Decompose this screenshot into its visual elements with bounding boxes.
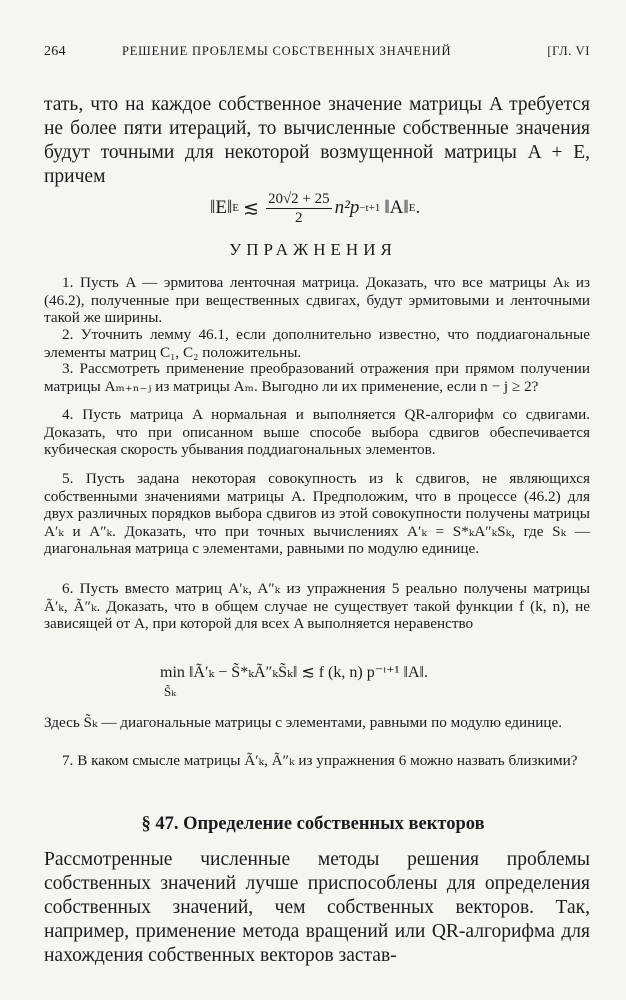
inequality-text: min ‖Ã′ₖ − S̃*ₖÃ″ₖS̃ₖ‖ ≲ f (k, n) p⁻ᵗ⁺¹ ‖A‖. (160, 664, 428, 681)
exercise-4 (44, 406, 590, 459)
formula-relation: ≲ (243, 197, 259, 219)
exercise-7 (44, 752, 590, 770)
chapter-label: [ГЛ. VI (547, 44, 590, 58)
exercise-1 (44, 274, 590, 327)
section-47-heading: § 47. Определение собственных векторов (141, 814, 485, 834)
exercise-4-text: 4. Пусть матрица A нормальная и выполняется QR-алгорифм со сдвигами. Доказать, что при описанном выше способе выбора сдвигов обеспечивается кубическая скорость убывания поддиагональных элементов. (44, 406, 590, 458)
formula-rhs: n²p (334, 197, 360, 218)
exercise-2-text: 2. Уточнить лемму 46.1, если дополнительно известно, что поддиагональные элементы матриц C₁, C₂ положительны. (44, 326, 590, 361)
fraction-denominator: 2 (295, 209, 303, 226)
inequality-subscript: S̃ₖ (164, 684, 176, 699)
exercise-5-text: 5. Пусть задана некоторая совокупность из k сдвигов, не являющихся собственными значениями матрицы A. Предположим, что в процессе (46.2) для двух различных порядков выбора сдвигов из этой совокупности получены матрицы A′ₖ и A″ₖ. Доказать, что при точных вычислениях A′ₖ = S*ₖA″ₖSₖ, где Sₖ — диагональная матрица с элементами, равными по модулю единице. (44, 470, 590, 557)
running-title: РЕШЕНИЕ ПРОБЛЕМЫ СОБСТВЕННЫХ ЗНАЧЕНИЙ (122, 44, 452, 58)
exercise-6-note (44, 714, 590, 732)
exercises-heading: УПРАЖНЕНИЯ (229, 240, 397, 259)
formula-tail-sub: E (408, 202, 416, 214)
error-bound-formula (210, 186, 420, 230)
formula-end: . (415, 197, 421, 218)
formula-tail: ‖A‖ (384, 197, 409, 218)
exercise-7-text: 7. В каком смысле матрицы Ã′ₖ, Ã″ₖ из упражнения 6 можно назвать близкими? (62, 752, 578, 769)
exercise-5 (44, 470, 590, 558)
formula-rhs-exp: −t+1 (359, 202, 381, 214)
exercise-2 (44, 326, 590, 361)
fraction-numerator: 20√2 + 25 (267, 190, 330, 207)
exercise-3-text: 3. Рассмотреть применение преобразований отражения при прямом получении матрицы Aₘ₊ₙ₋ⱼ из матрицы Aₘ. Выгодно ли их применение, если n − j ≥ 2? (44, 360, 590, 395)
formula-lhs: ‖E‖ (210, 197, 233, 218)
formula-fraction (266, 190, 332, 227)
exercise-1-text: 1. Пусть A — эрмитова ленточная матрица. Доказать, что все матрицы Aₖ из (46.2), полученные при вещественных сдвигах, будут эрмитовыми и ленточными такой же ширины. (44, 274, 590, 326)
page-number: 264 (44, 44, 66, 59)
inequality-formula (160, 662, 428, 700)
exercise-6 (44, 580, 590, 633)
running-header (44, 44, 590, 64)
exercise-6-text: 6. Пусть вместо матриц A′ₖ, A″ₖ из упражнения 5 реально получены матрицы Ã′ₖ, Ã″ₖ. Доказать, что в общем случае не существует такой функции f (k, n), не зависящей от A, при которой для всех A выполняется неравенство (44, 580, 590, 632)
section-47-paragraph: Рассмотренные численные методы решения проблемы собственных значений лучше приспособлены для определения собственных значений, чем собственных векторов. Так, например, применение метода вращений или QR-алгорифма для нахождения собственных векторов застав- (44, 849, 590, 966)
formula-lhs-sub: E (232, 202, 240, 214)
exercise-3 (44, 360, 590, 395)
exercise-6-note-text: Здесь S̃ₖ — диагональные матрицы с элементами, равными по модулю единице. (44, 714, 563, 731)
intro-paragraph: тать, что на каждое собственное значение матрицы A требуется не более пяти итераций, то вычисленные собственные значения будут точными для некоторой возмущенной матрицы A + E, причем (44, 94, 590, 187)
